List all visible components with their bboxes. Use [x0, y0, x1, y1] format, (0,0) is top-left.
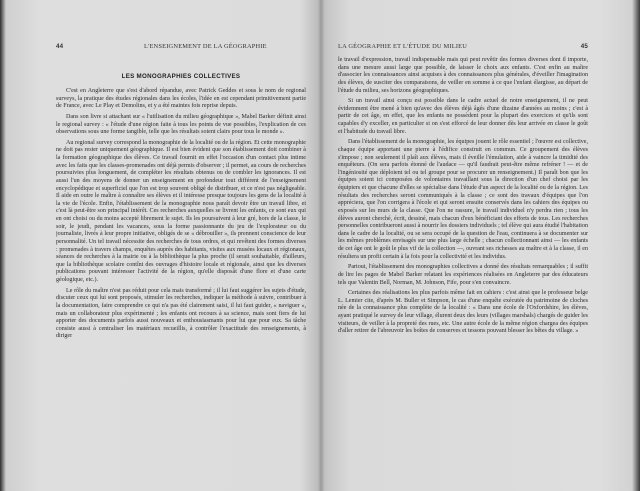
right-paragraph: Partout, l'établissement des monographies collectives a donné des résultats remarquables ; il suffit de lire les pages de Mabel Barker relatant les expériences réalisées en Angleterre par des éducateurs tels que Valentin Bell, Norman, M. Johnson, Fife, pour s'en convaincre. — [338, 264, 588, 286]
left-paragraph: Dans son livre si attachant sur « l'utilisation du milieu géographique », Mabel Barker définit ainsi le regional survey : « l'étude d'une région faite à tous les points de vue possibles, l'explication de ces observations sous une forme tangible, telle que les résultats soient clairs pour tous le monde ». — [56, 113, 306, 136]
right-paragraph: Si un travail ainsi conçu est possible dans le cadre actuel de notre enseignement, il ne peut évidemment être mené à bien qu'avec des élèves déjà âgés d'une dizaine d'années au moins ; c'est à partir de cet âge, en effet, que les enfants ne possèdent pour la plupart des exercices et qu'ils sont capables d'y exceller, en particulier si on s'est efforcé de leur donner dès leur arrivée en classe le goût et l'habitude du travail libre. — [338, 98, 588, 135]
right-paragraph: Certaines des réalisations les plus parfois même fait en cahiers : c'est ainsi que le professeur belge L. Lemier cite, d'après M. Buller et Simpson, le cas d'une enquête exécutée du patrimoine de cloches née de la connaissance plus complète de la localité : « Dans une école de l'Oxfordshire, les élèves, ayant pratiqué le survey de leur village, élurent deux des leurs (villages marshals) chargés de guider les visiteurs, de veiller à la propreté des rues, etc. Une autre école de la même région chargea des équipes d'aller retirer de l'abreuvoir les boîtes de conserves et tessons pouvant blesser les bêtes du village. » — [338, 290, 588, 335]
left-paragraph: Au regional survey correspond la monographie de la localité ou de la région. Et cette monographie ne doit pas rester uniquement géographique. Il est bien évident que son établissement doit combiner à la formation géographique des élèves. Ce travail fournit en effet l'occasion d'un contact plus intime avec les faits que les classes-promenades ont déjà permis d'observer ; il permet, au cours de recherches poursuivies plus longuement, de compléter les résultats obtenus ou de combler les ignorances. Il est aussi l'un des moyens de donner un enseignement en profondeur tout différent de l'enseignement encyclopédique et superficiel que l'on est trop souvent obligé de distribuer, et ce n'est pas négligeable. Il aide en outre le maître à connaître ses élèves et il intéresse presque toujours les gens de la localité à la vie de l'école. Enfin, l'établissement de la monographie nous paraît devoir être un travail libre, et c'est là peut-être son principal intérêt. Ces recherches auxquelles se livrent les enfants, ce sont eux qui en ont choisi ou du moins accepté librement le sujet. Ils les poursuivent à leur gré, hors de la classe, le soir, le jeudi, pendant les vacances, sous la forme passionnante du jeu de l'explorateur ou du journaliste, livrés à leur propre initiative, obligés de se « débrouiller », ils prennent conscience de leur personnalité. Un tel travail nécessite des recherches de tous ordres, et qui revêtent des formes diverses : promenades à travers champs, enquêtes auprès des habitants, visites aux musées locaux et régionaux, séances de recherches à la mairie ou à la bibliothèque la plus proche (il serait souhaitable, d'ailleurs, que la bibliothèque scolaire contînt des ouvrages d'histoire locale et régionale, ainsi que les diverses publications pouvant intéresser l'activité de la région, qu'elle disposât d'une flore et d'une carte géologique, etc.). — [56, 139, 306, 283]
left-paragraph: Le rôle du maître n'est pas réduit pour cela mais transformé ; il lui faut suggérer les sujets d'étude, discuter ceux qui lui sont proposés, stimuler les recherches, indiquer la méthode à suivre, contribuer à la documentation, faire comprendre ce qui n'a pas été clairement saisi, il lui faut guider, « naviguer », mais un collaborateur plus expérimenté ; les enfants ont recours à sa science, mais sont fiers de lui apporter des documents parfois aussi nouveaux et enthousiasmants pour lui que pour eux. Sa tâche consiste aussi à centraliser les matériaux recueillis, à contrôler l'exactitude des renseignements, à diriger — [56, 287, 306, 340]
left-page-number: 44 — [56, 43, 64, 50]
right-running-title: LA GÉOGRAPHIE ET L'ÉTUDE DU MILIEU — [338, 43, 468, 50]
left-running-title: L'ENSEIGNEMENT DE LA GÉOGRAPHIE — [144, 43, 267, 50]
right-paragraph: le travail d'expression, travail indispensable mais qui peut revêtir des formes diverses dont il importe, dans une mesure aussi large que possible, de laisser le choix aux enfants. C'est enfin au maître d'associer les connaissances ainsi acquises à des connaissances plus générales, d'éveiller l'imagination des élèves, de susciter des comparaisons, de veiller en somme à ce que l'enfant élargisse, au départ de l'étude du milieu, ses horizons géographiques. — [338, 57, 588, 94]
right-page-number: 45 — [580, 43, 588, 50]
right-page — [338, 0, 588, 491]
right-paragraph: Dans l'établissement de la monographie, les équipes jouent le rôle essentiel ; l'œuvre est collective, chaque équipe apportant une pierre à l'édifice construit en commun. Ce groupement des élèves s'impose ; non seulement il plaît aux élèves, mais il éveille l'émulation, aide à vaincre la timidité des enquêteurs. (On sera parfois étonné de l'audace — qu'il faudrait peut-être même refréner ! — et de l'ingéniosité que déploient tel ou tel groupe pour se procurer un renseignement.) Il paraît bon que les équipes soient ici composées de volontaires travaillant sous la direction d'un chef choisi par les équipiers et que chacune d'elles se spécialise dans l'étude d'un aspect de la localité ou de la région. Les résultats des recherches seront communiqués à la classe ; ce sont des travaux d'équipes que l'on appréciera, que l'on corrigera à l'école et qui seront ensuite conservés dans les cahiers des équipes ou exposés sur les murs de la classe. Que l'on ne rassure, le travail individuel n'y perdra rien ; tous les élèves auront cherché, écrit, dessiné, mais chacun d'eux bénéficiant des efforts de tous. Les recherches personnelles contribueront aussi à nourrir les dossiers individuels ; tel élève qui aura étudié l'habitation dans le cadre de la localité, ou se sera occupé de la question de l'eau, continuera à se documenter sur les mêmes problèmes envisagés sur une plus large échelle ; chacun collectionnant ainsi — les enfants de cet âge ont le goût le plus vif de la collection —, ouvrant ses richesses au maître et à la classe, il en résultera un profit certain à la fois pour la collectivité et les individus. — [338, 139, 588, 260]
left-page — [56, 0, 306, 491]
section-title: LES MONOGRAPHIES COLLECTIVES — [121, 73, 241, 80]
left-paragraph: C'est en Angleterre que s'est d'abord répandue, avec Patrick Geddes et sous le nom de regional surveys, la pratique des études régionales dans les écoles, l'idée en est cependant primitivement partie de France, avec Le Play et Demolins, et y a été maintes fois reprise depuis. — [56, 88, 306, 110]
right-body-text — [338, 57, 588, 339]
left-body-text — [56, 88, 306, 344]
